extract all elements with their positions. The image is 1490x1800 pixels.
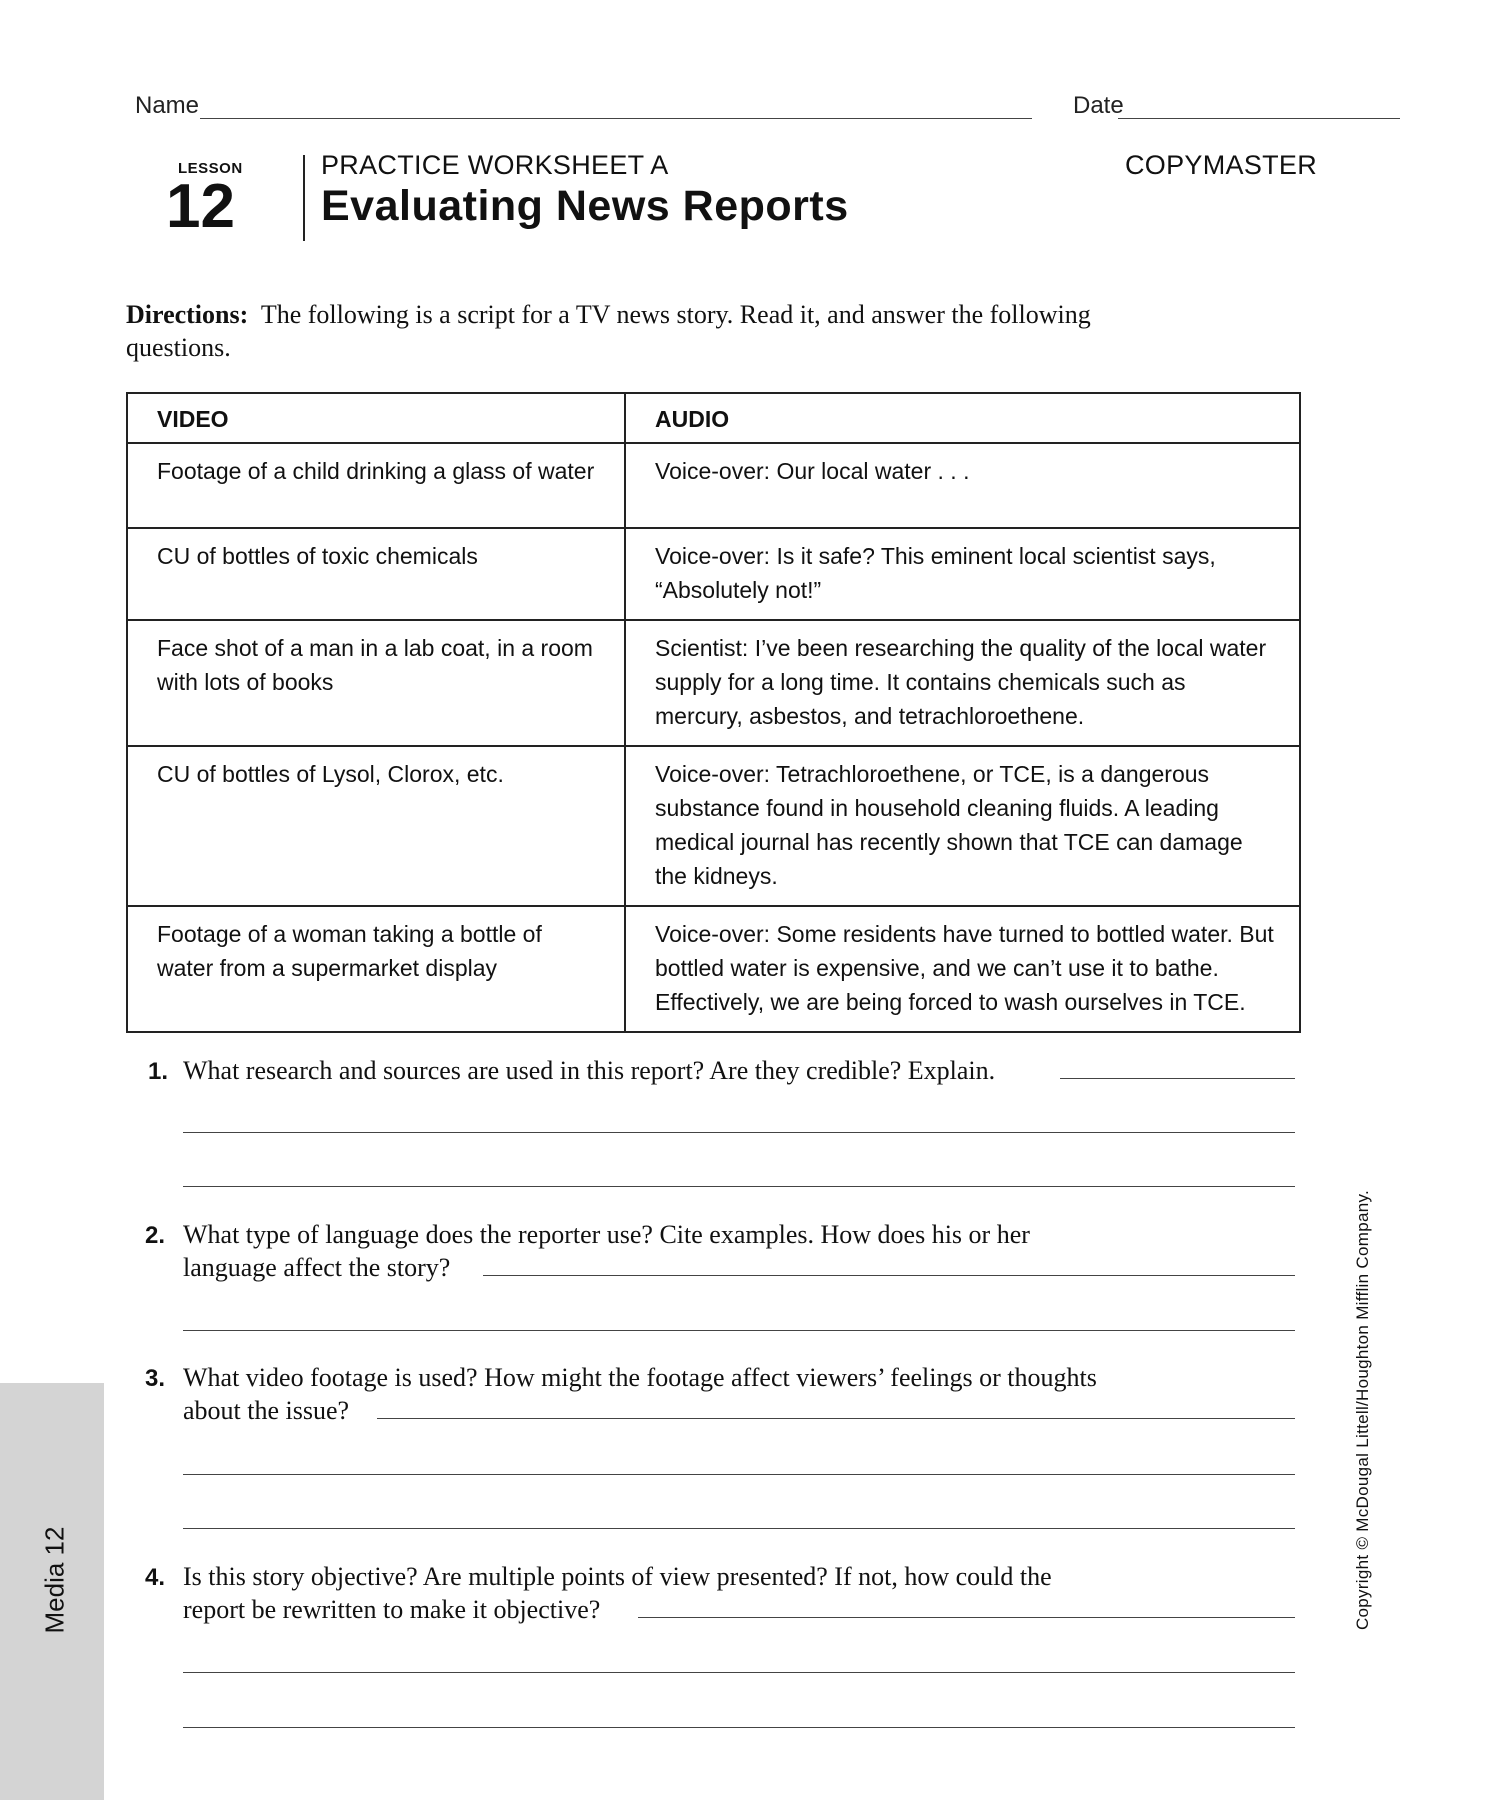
answer-line[interactable] <box>183 1727 1295 1728</box>
lesson-number: 12 <box>166 172 235 241</box>
question-text-continued: report be rewritten to make it objective? <box>183 1595 601 1624</box>
answer-line[interactable] <box>183 1132 1295 1133</box>
answer-line[interactable] <box>377 1418 1295 1419</box>
question-number: 4. <box>145 1564 166 1591</box>
name-field-line[interactable] <box>200 118 1032 119</box>
question-text-continued: language affect the story? <box>183 1253 451 1282</box>
question-text: What video footage is used? How might the footage affect viewers’ feelings or thoughts <box>183 1363 1097 1392</box>
answer-line[interactable] <box>183 1474 1295 1475</box>
table-row <box>127 528 1300 620</box>
video-cell: CU of bottles of Lysol, Clorox, etc. <box>127 746 625 906</box>
question-number: 2. <box>145 1222 166 1249</box>
question-text-continued: about the issue? <box>183 1396 350 1425</box>
directions-text: The following is a script for a TV news story. Read it, and answer the following questions. <box>126 300 1091 362</box>
answer-line[interactable] <box>183 1528 1295 1529</box>
question-text: What research and sources are used in this report? Are they credible? Explain. <box>183 1056 996 1085</box>
video-cell: Footage of a child drinking a glass of water <box>127 443 625 528</box>
table-row <box>127 746 1300 906</box>
lesson-label: LESSON <box>178 160 243 177</box>
video-cell: Face shot of a man in a lab coat, in a room with lots of books <box>127 620 625 746</box>
audio-cell: Voice-over: Some residents have turned to bottled water. But bottled water is expensive, and we can’t use it to bathe. Effectively, we are being forced to wash ourselves in TCE. <box>625 906 1300 1032</box>
audio-cell: Voice-over: Is it safe? This eminent local scientist says, “Absolutely not!” <box>625 528 1300 620</box>
audio-cell: Voice-over: Tetrachloroethene, or TCE, is a dangerous substance found in household cleaning fluids. A leading medical journal has recently shown that TCE can damage the kidneys. <box>625 746 1300 906</box>
question-text: What type of language does the reporter use? Cite examples. How does his or her <box>183 1220 1030 1249</box>
audio-cell: Scientist: I’ve been researching the quality of the local water supply for a long time. It contains chemicals such as mercury, asbestos, and tetrachloroethene. <box>625 620 1300 746</box>
answer-line[interactable] <box>638 1617 1295 1618</box>
answer-line[interactable] <box>483 1275 1295 1276</box>
worksheet-kicker: PRACTICE WORKSHEET A <box>321 150 669 180</box>
lesson-divider <box>303 155 305 241</box>
script-table <box>126 392 1301 1033</box>
column-header-video: VIDEO <box>127 393 625 443</box>
table-row <box>127 620 1300 746</box>
directions <box>126 298 1186 364</box>
column-header-audio: AUDIO <box>625 393 1300 443</box>
table-row <box>127 906 1300 1032</box>
answer-line[interactable] <box>183 1330 1295 1331</box>
answer-line[interactable] <box>183 1186 1295 1187</box>
answer-line[interactable] <box>1060 1078 1295 1079</box>
date-field-line[interactable] <box>1118 118 1400 119</box>
copyright-notice: Copyright © McDougal Littell/Houghton Mifflin Company. <box>1353 1189 1372 1631</box>
directions-label: Directions: <box>126 300 249 329</box>
name-label: Name <box>135 92 200 119</box>
page-title: Evaluating News Reports <box>321 182 849 230</box>
copymaster-label: COPYMASTER <box>1125 150 1318 180</box>
date-label: Date <box>1073 92 1124 119</box>
table-header-row <box>127 393 1300 443</box>
question-number: 1. <box>148 1058 169 1085</box>
table-row <box>127 443 1300 528</box>
audio-cell: Voice-over: Our local water . . . <box>625 443 1300 528</box>
section-tab-label: Media 12 <box>39 1526 70 1634</box>
question-text: Is this story objective? Are multiple points of view presented? If not, how could the <box>183 1562 1052 1591</box>
video-cell: CU of bottles of toxic chemicals <box>127 528 625 620</box>
video-cell: Footage of a woman taking a bottle of water from a supermarket display <box>127 906 625 1032</box>
question-number: 3. <box>145 1365 166 1392</box>
answer-line[interactable] <box>183 1672 1295 1673</box>
